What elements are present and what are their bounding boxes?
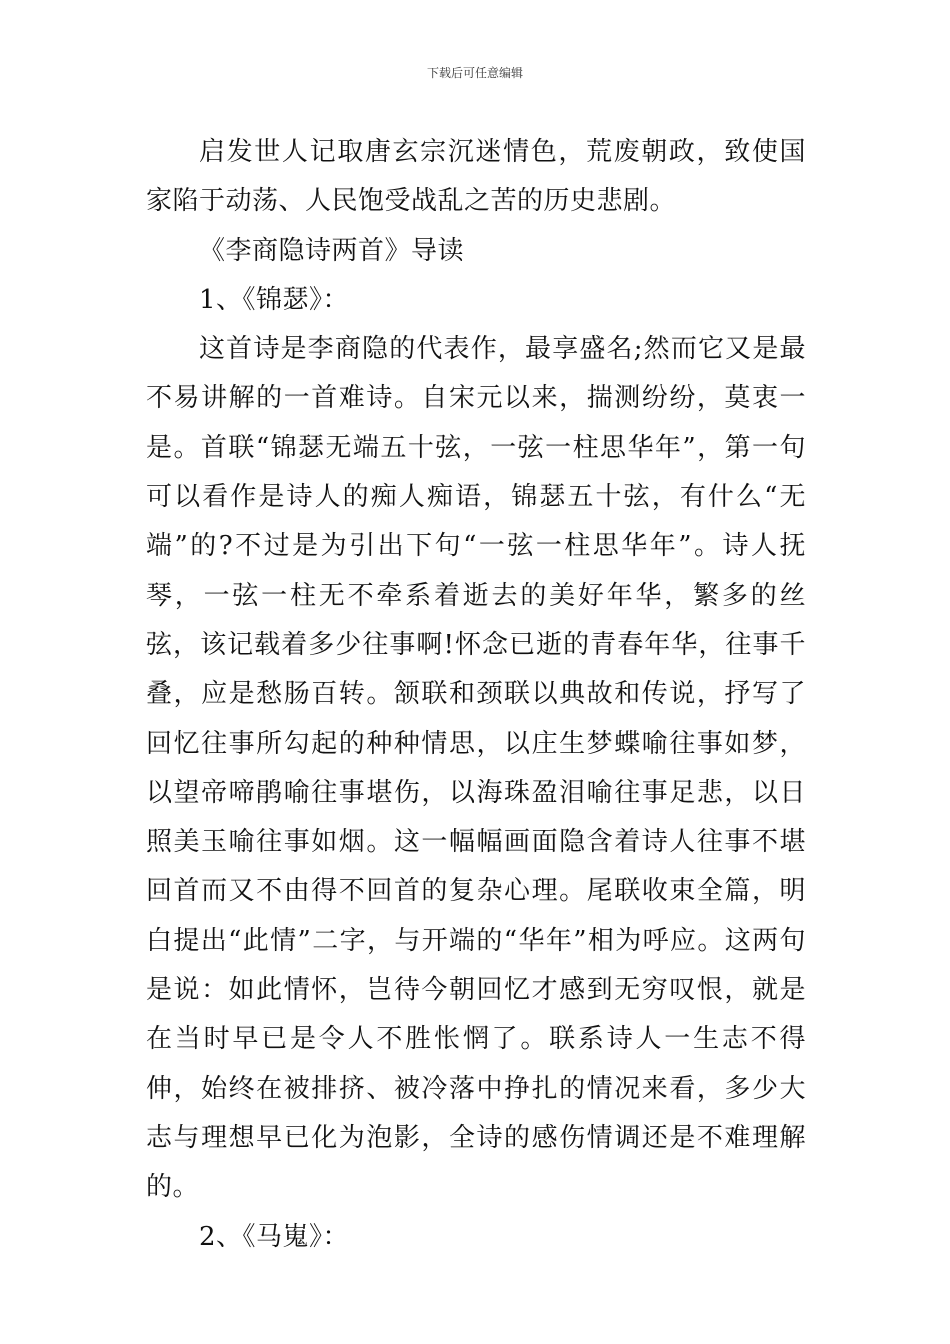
section-title: 《李商隐诗两首》导读 (199, 235, 465, 266)
subsection-heading-2: 2、《马嵬》： (199, 1221, 350, 1252)
paragraph-intro-conclusion: 启发世人记取唐玄宗沉迷情色，荒废朝政，致使国家陷于动荡、人民饱受战乱之苦的历史悲剧。 (146, 137, 806, 217)
subsection-heading-1: 1、《锦瑟》： (199, 284, 350, 315)
document-body (146, 128, 806, 1262)
paragraph-jinse-analysis: 这首诗是李商隐的代表作，最享盛名;然而它又是最不易讲解的一首难诗。自宋元以来，揣测纷纷，莫衷一是。首联“锦瑟无端五十弦，一弦一柱思华年”，第一句可以看作是诗人的痴人痴语，锦瑟五十弦，有什么“无端”的?不过是为引出下句“一弦一柱思华年”。诗人抚琴，一弦一柱无不牵系着逝去的美好年华，繁多的丝弦，该记载着多少往事啊!怀念已逝的青春年华，往事千叠，应是愁肠百转。颔联和颈联以典故和传说，抒写了回忆往事所勾起的种种情思，以庄生梦蝶喻往事如梦，以望帝啼鹃喻往事堪伤，以海珠盈泪喻往事足悲，以日照美玉喻往事如烟。这一幅幅画面隐含着诗人往事不堪回首而又不由得不回首的复杂心理。尾联收束全篇，明白提出“此情”二字，与开端的“华年”相为呼应。这两句是说：如此情怀，岂待今朝回忆才感到无穷叹恨，就是在当时早已是令人不胜怅惘了。联系诗人一生志不得伸，始终在被排挤、被冷落中挣扎的情况来看，多少大志与理想早已化为泡影，全诗的感伤情调还是不难理解的。 (146, 334, 806, 1203)
page-header: 下载后可任意编辑 (426, 66, 523, 80)
